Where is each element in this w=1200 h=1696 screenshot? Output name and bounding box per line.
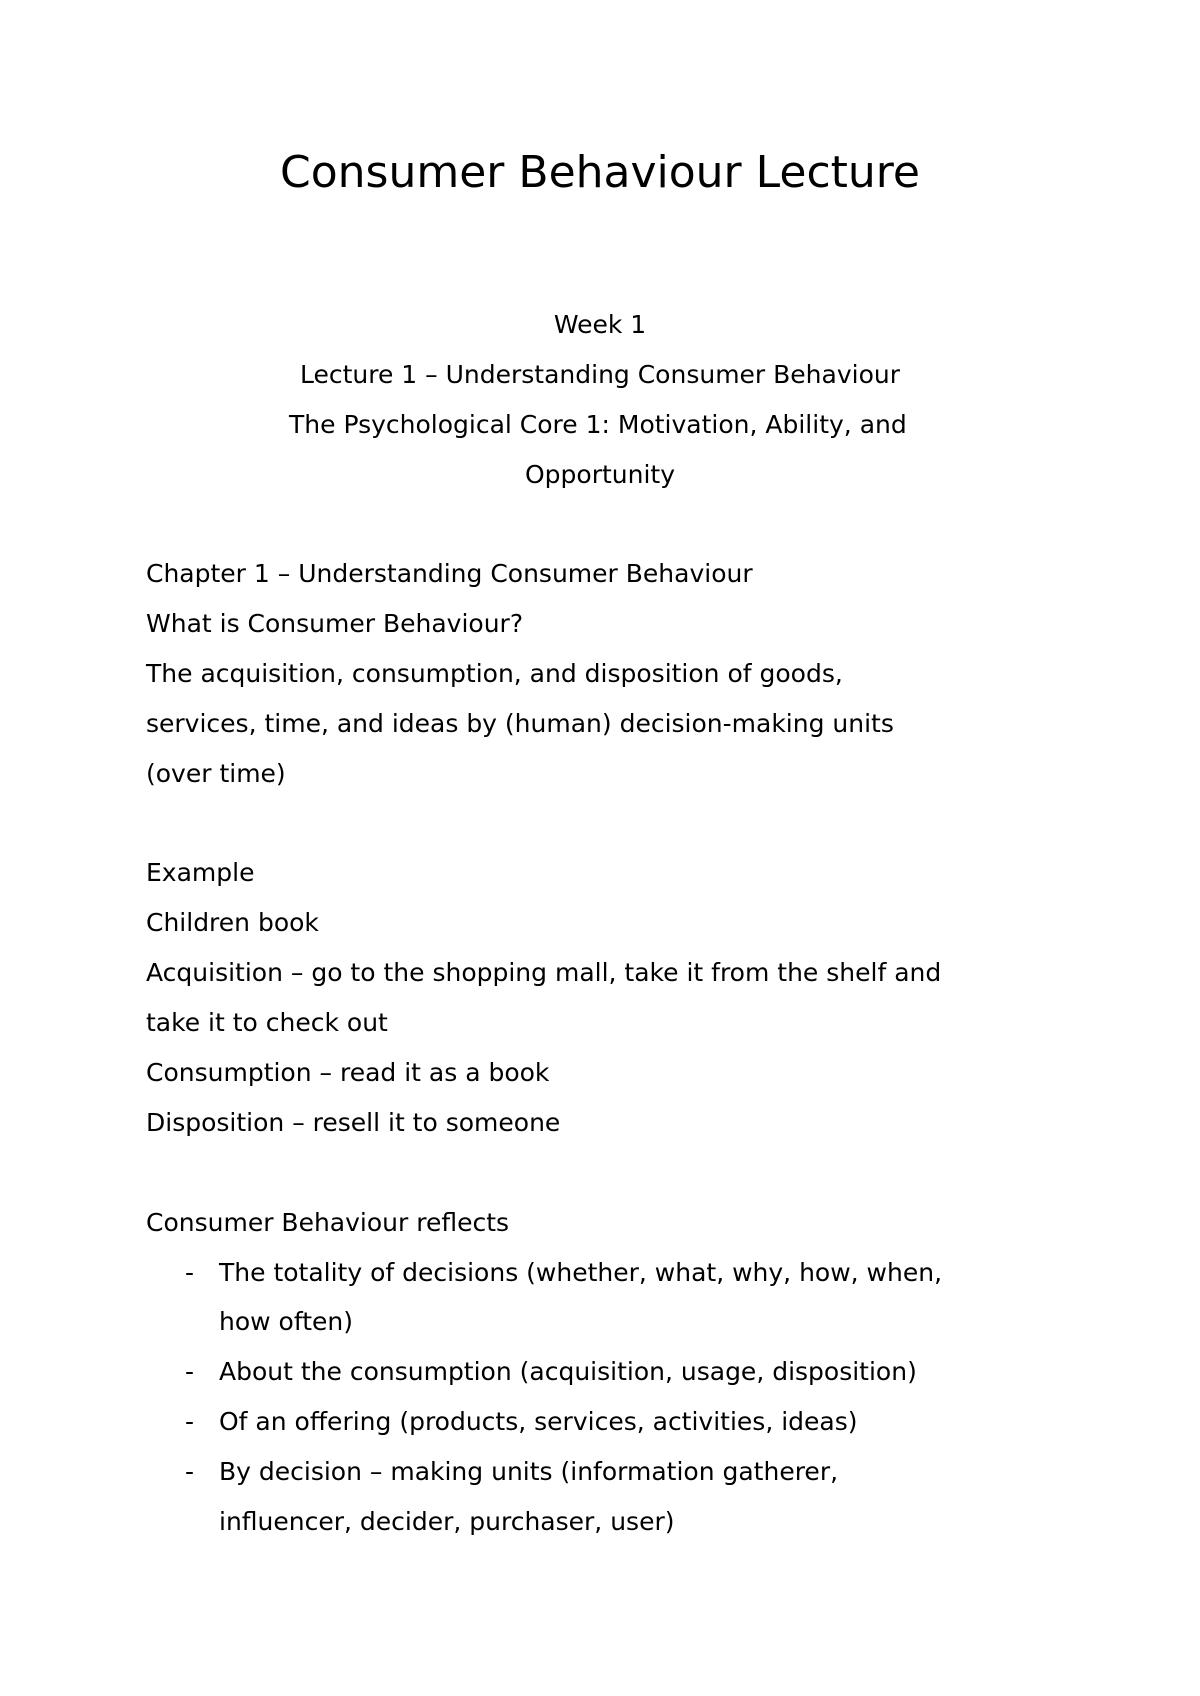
chapter-heading: Chapter 1 – Understanding Consumer Behaviour xyxy=(146,559,753,588)
definition-line: services, time, and ideas by (human) decision-making units xyxy=(146,709,894,738)
document-title: Consumer Behaviour Lecture xyxy=(280,147,920,198)
example-line: Disposition – resell it to someone xyxy=(146,1108,561,1137)
core-topic-line-2: Opportunity xyxy=(524,460,676,489)
bullet-dash: - xyxy=(185,1407,195,1436)
example-line: take it to check out xyxy=(146,1008,388,1037)
definition-line: The acquisition, consumption, and disposition of goods, xyxy=(146,659,843,688)
bullet-text: By decision – making units (information gatherer, xyxy=(219,1457,839,1486)
example-line: Acquisition – go to the shopping mall, take it from the shelf and xyxy=(146,958,942,987)
example-heading: Example xyxy=(146,858,255,887)
bullet-dash: - xyxy=(185,1457,195,1486)
bullet-text: The totality of decisions (whether, what, why, how, when, xyxy=(219,1258,943,1287)
reflects-heading: Consumer Behaviour reflects xyxy=(146,1208,510,1237)
example-line: Consumption – read it as a book xyxy=(146,1058,550,1087)
core-topic-line-1: The Psychological Core 1: Motivation, Ability, and xyxy=(289,410,907,439)
bullet-text: Of an offering (products, services, activities, ideas) xyxy=(219,1407,858,1436)
example-item: Children book xyxy=(146,908,319,937)
bullet-text: influencer, decider, purchaser, user) xyxy=(219,1507,675,1536)
lecture-title: Lecture 1 – Understanding Consumer Behaviour xyxy=(299,360,901,389)
bullet-text: how often) xyxy=(219,1307,353,1336)
week-label: Week 1 xyxy=(553,310,647,339)
bullet-dash: - xyxy=(185,1258,195,1287)
bullet-dash: - xyxy=(185,1357,195,1386)
bullet-text: About the consumption (acquisition, usage, disposition) xyxy=(219,1357,917,1386)
definition-line: (over time) xyxy=(146,759,286,788)
chapter-question: What is Consumer Behaviour? xyxy=(146,609,524,638)
